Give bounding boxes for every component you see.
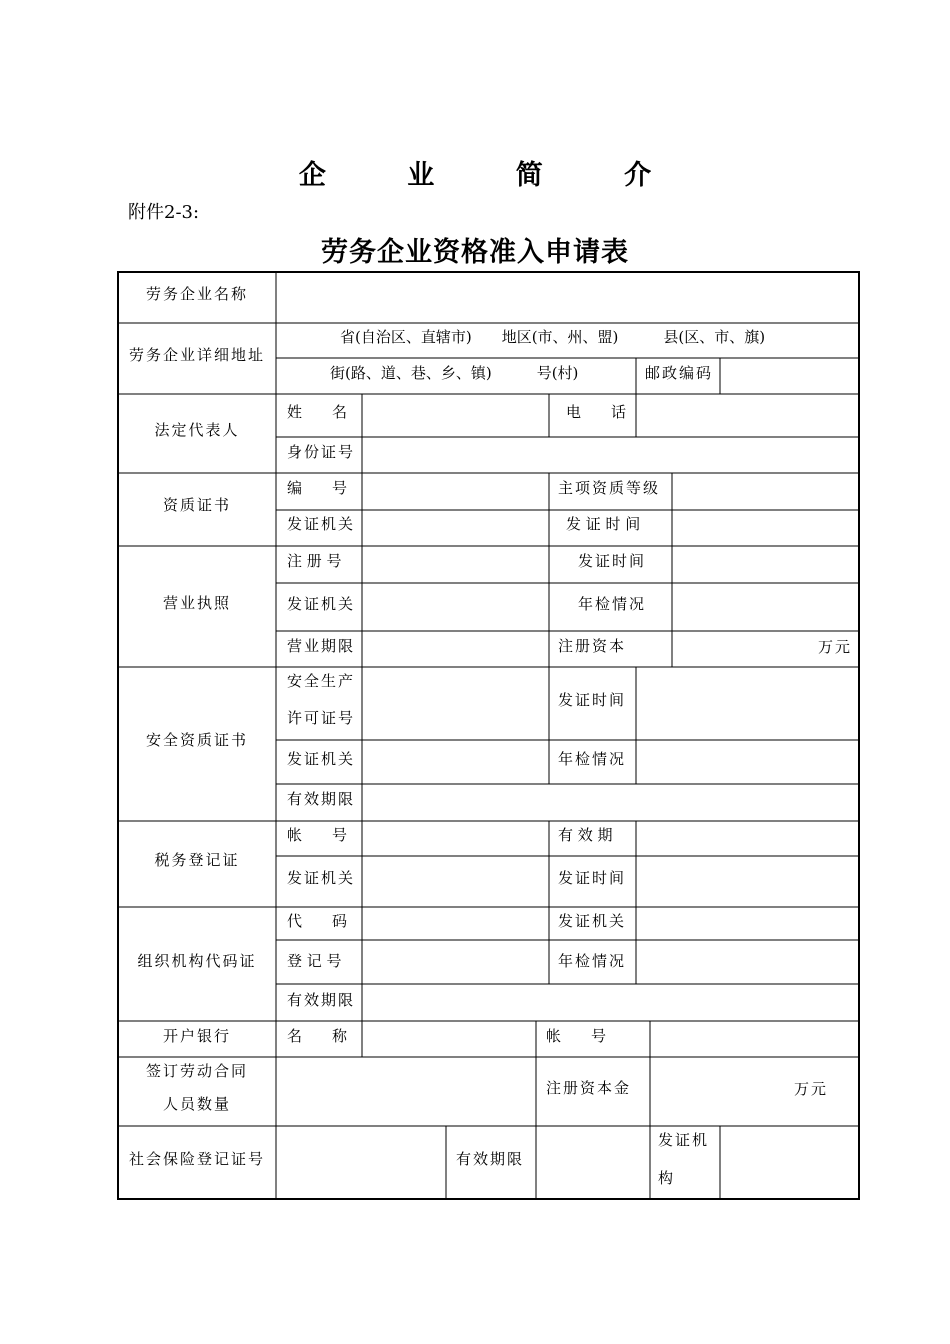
tax-issue-time-label: 发证时间	[558, 869, 627, 887]
qual-cert-label: 资质证书	[162, 496, 231, 514]
business-term-label: 营业期限	[287, 637, 356, 655]
tax-authority-label: 发证机关	[287, 869, 356, 887]
org-valid-period-label: 有效期限	[287, 991, 356, 1009]
form-title: 劳务企业资格准入申请表	[321, 237, 629, 268]
business-license-label: 营业执照	[162, 594, 231, 612]
bank-label: 开户银行	[162, 1027, 231, 1045]
serial-no-label: 编 号	[287, 479, 348, 497]
company-name-field[interactable]	[277, 273, 858, 322]
social-insurance-label: 社会保险登记证号	[128, 1150, 265, 1168]
name-label: 姓 名	[287, 403, 348, 421]
labor-contract-line1: 签订劳动合同	[145, 1062, 248, 1080]
phone-label: 电 话	[566, 403, 627, 421]
org-register-no-label: 登 记 号	[287, 952, 342, 970]
id-number-label: 身份证号	[287, 443, 356, 461]
tax-account-label: 帐 号	[287, 826, 348, 844]
postal-code-label: 邮政编码	[645, 364, 714, 382]
reg-capital-fund-unit: 万元	[794, 1080, 829, 1098]
bank-account-label: 帐 号	[546, 1027, 607, 1045]
bank-name-label: 名 称	[287, 1027, 348, 1045]
safety-annual-check-label: 年检情况	[558, 750, 627, 768]
safety-cert-label: 安全资质证书	[145, 731, 248, 749]
reg-no-label: 注 册 号	[287, 552, 342, 570]
qual-authority-label: 发证机关	[287, 515, 356, 533]
attachment-label: 附件2-3:	[128, 202, 200, 223]
reg-capital-label: 注册资本	[558, 637, 627, 655]
org-code-label: 代 码	[287, 912, 348, 930]
labor-contract-line2: 人员数量	[162, 1095, 231, 1113]
address-line2: 街(路、道、巷、乡、镇) 号(村)	[330, 364, 579, 382]
tax-valid-term-label: 有 效 期	[558, 826, 613, 844]
legal-rep-label: 法定代表人	[154, 421, 240, 439]
main-grade-label: 主项资质等级	[558, 479, 661, 497]
org-code-cert-label: 组织机构代码证	[137, 952, 257, 970]
safety-authority-label: 发证机关	[287, 750, 356, 768]
org-authority-label: 发证机关	[558, 912, 627, 930]
reg-capital-fund-label: 注册资本金	[546, 1079, 632, 1097]
annual-check-label: 年检情况	[578, 595, 647, 613]
phone-field[interactable]	[637, 395, 858, 436]
company-name-label: 劳务企业名称	[145, 285, 248, 303]
qual-issue-time-label: 发 证 时 间	[566, 515, 641, 533]
safety-permit-line1: 安全生产	[287, 672, 356, 690]
address-line1: 省(自治区、直辖市) 地区(市、州、盟) 县(区、市、旗)	[340, 328, 766, 346]
safety-valid-period-label: 有效期限	[287, 790, 356, 808]
reg-capital-unit: 万元	[818, 638, 853, 656]
license-authority-label: 发证机关	[287, 595, 356, 613]
license-issue-time-label: 发证时间	[578, 552, 647, 570]
address-label: 劳务企业详细地址	[128, 346, 265, 364]
org-annual-check-label: 年检情况	[558, 952, 627, 970]
name-field[interactable]	[363, 395, 548, 436]
page-heading: 企 业 简 介	[298, 160, 688, 191]
si-issuing-org-line1: 发证机	[658, 1131, 710, 1149]
si-issuing-org-line2: 构	[658, 1169, 676, 1187]
safety-issue-time-label: 发证时间	[558, 691, 627, 709]
postal-code-field[interactable]	[721, 359, 858, 393]
tax-cert-label: 税务登记证	[154, 851, 240, 869]
si-valid-period-label: 有效期限	[456, 1150, 525, 1168]
safety-permit-line2: 许可证号	[287, 709, 356, 727]
id-number-field[interactable]	[363, 438, 858, 472]
